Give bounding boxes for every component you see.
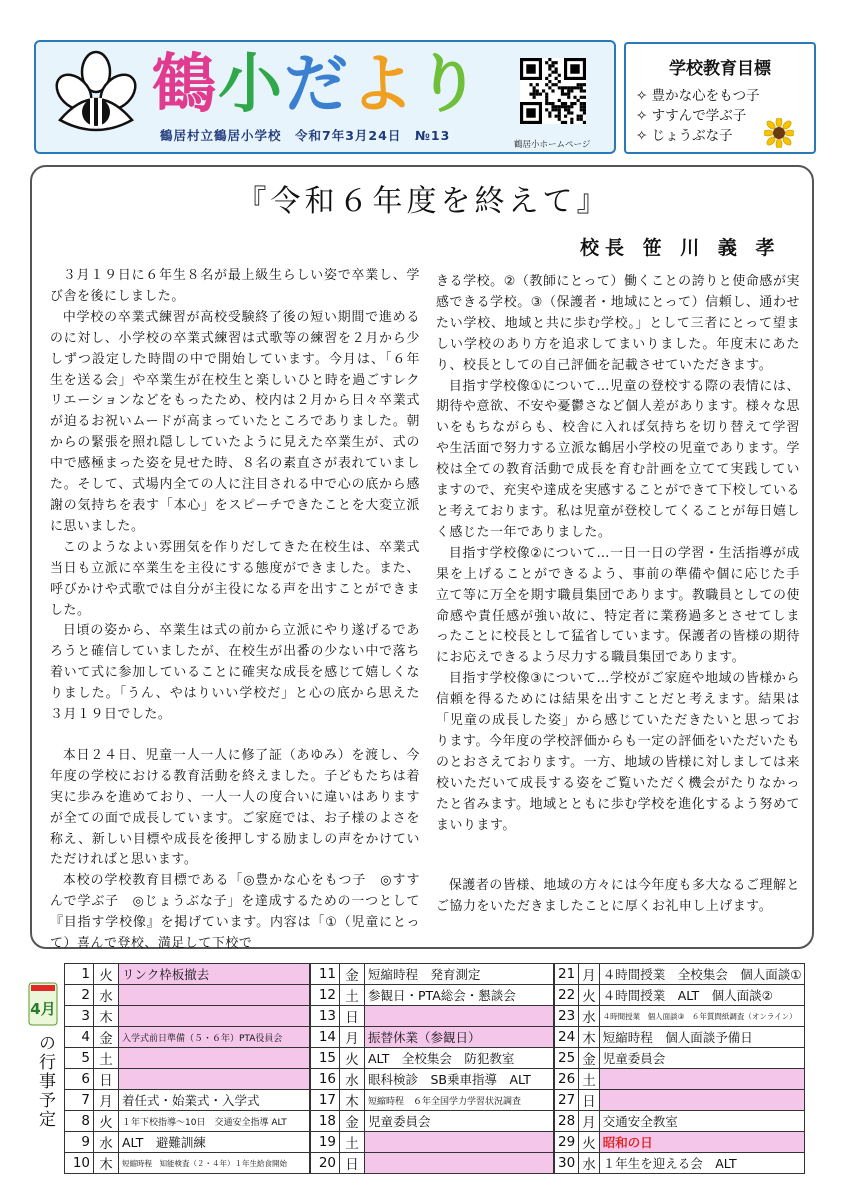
weekday: 月 <box>340 1027 365 1048</box>
weekday: 水 <box>94 1132 119 1153</box>
title-char: 小 <box>218 48 284 122</box>
event: 交通安全教室 <box>599 1111 805 1132</box>
event: 振替休業（参観日） <box>365 1027 554 1048</box>
day-number: 14 <box>311 1027 340 1048</box>
day-number: 20 <box>311 1153 340 1174</box>
day-number: 27 <box>555 1090 579 1111</box>
title-char: だ <box>284 48 350 122</box>
day-number: 30 <box>555 1153 579 1174</box>
schedule-row <box>555 1132 805 1153</box>
weekday: 月 <box>579 1111 600 1132</box>
weekday: 火 <box>94 1111 119 1132</box>
event: 短縮時程 発育測定 <box>365 964 554 985</box>
day-number: 29 <box>555 1132 579 1153</box>
paragraph: 本校の学校教育目標である「◎豊かな心をもつ子 ◎すすんで学ぶ子 ◎じょうぶな子」を達成するための一つとして『目指す学校像』を掲げています。内容は「①（児童にとって）喜んで登校、満足して下校で <box>50 873 420 952</box>
schedule-row <box>555 1027 805 1048</box>
day-number: 21 <box>555 964 579 985</box>
schedule-table-3 <box>554 963 805 1174</box>
day-number: 6 <box>65 1069 94 1090</box>
weekday: 火 <box>579 985 600 1006</box>
day-number: 26 <box>555 1069 579 1090</box>
issue-line <box>160 126 450 144</box>
day-number: 11 <box>311 964 340 985</box>
goals-title: 学校教育目標 <box>669 59 771 79</box>
schedule-row <box>555 1090 805 1111</box>
schedule-row <box>311 1090 554 1111</box>
event: 短縮時程 個人面談予備日 <box>599 1027 805 1048</box>
article-title: 『令和６年度を終えて』 <box>236 184 611 219</box>
schedule-row <box>65 1027 310 1048</box>
paragraph: 日頃の姿から、卒業生は式の前から立派にやり遂げるであろうと確信していましたが、在校生が出番の少ない中で落ち着いて式に参加していることに確実な成長を感じて嬉しくなりました。「うん、やはりいい学校だ」と心の底から思えた３月１９日でした。 <box>50 623 420 723</box>
day-number: 22 <box>555 985 579 1006</box>
weekday: 日 <box>579 1090 600 1111</box>
schedule-row <box>555 985 805 1006</box>
schedule-row <box>555 964 805 985</box>
weekday: 土 <box>340 985 365 1006</box>
school-emblem-icon <box>50 48 142 144</box>
weekday: 月 <box>94 1090 119 1111</box>
day-number: 28 <box>555 1111 579 1132</box>
event: ４時間授業 ALT 個人面談② <box>599 985 805 1006</box>
weekday: 金 <box>579 1048 600 1069</box>
event <box>365 1153 554 1174</box>
goal-item: ✧ 豊かな心をもつ子 <box>636 88 760 104</box>
day-number: 18 <box>311 1111 340 1132</box>
event: 昭和の日 <box>599 1132 805 1153</box>
weekday: 金 <box>340 964 365 985</box>
day-number: 12 <box>311 985 340 1006</box>
schedule-label: の行事予定 <box>35 1034 55 1129</box>
day-number: 13 <box>311 1006 340 1027</box>
day-number: 25 <box>555 1048 579 1069</box>
weekday: 水 <box>94 985 119 1006</box>
schedule-row <box>65 1090 310 1111</box>
event: 児童委員会 <box>365 1111 554 1132</box>
weekday: 水 <box>579 1153 600 1174</box>
schedule-row <box>555 1069 805 1090</box>
paragraph: 本日２４日、児童一人一人に修了証（あゆみ）を渡し、今年度の学校における教育活動を終えました。子どもたちは着実に歩みを進めており、一人一人の度合いに違いはありますが全ての面で成長しています。ご家庭では、お子様のよさを称え、新しい目標や成長を後押しする励ましの声をかけていただければと思います。 <box>50 747 420 868</box>
weekday: 金 <box>340 1111 365 1132</box>
event: ALT 避難訓練 <box>119 1132 310 1153</box>
event: 入学式前日準備（５・６年）PTA役員会 <box>119 1027 310 1048</box>
event <box>365 1132 554 1153</box>
weekday: 日 <box>340 1153 365 1174</box>
event: リンク枠板撤去 <box>119 964 310 985</box>
schedule-row <box>65 964 310 985</box>
schedule-row <box>311 1069 554 1090</box>
schedule-row <box>311 1027 554 1048</box>
schedule-row <box>311 985 554 1006</box>
day-number: 15 <box>311 1048 340 1069</box>
schedule-row <box>555 1111 805 1132</box>
article-column-right <box>436 272 800 918</box>
qr-code-icon[interactable] <box>520 58 586 124</box>
weekday: 火 <box>340 1048 365 1069</box>
title-char: よ <box>350 48 416 122</box>
schedule-row <box>555 1048 805 1069</box>
schedule-row <box>65 1132 310 1153</box>
event <box>119 1069 310 1090</box>
event <box>599 1069 805 1090</box>
weekday: 木 <box>340 1090 365 1111</box>
weekday: 火 <box>579 1132 600 1153</box>
weekday: 水 <box>340 1069 365 1090</box>
paragraph: 目指す学校像①について…児童の登校する際の表情には、期待や意欲、不安や憂鬱さなど個人差があります。様々な思いをもちながらも、校舎に入れば気持ちを切り替えて学習や生活面で努力する立派な鶴居小学校の児童であります。学校は全ての教育活動で成長を育む計画を立てて実践していますので、充実や達成を実感することができて下校していると考えております。私は児童が登校してくることが毎日嬉しく感じた一年でありました。 <box>436 378 800 540</box>
day-number: 10 <box>65 1153 94 1174</box>
event: 短縮時程 知能検査（２・４年）１年生給食開始 <box>119 1153 310 1174</box>
goal-item: ✧ すすんで学ぶ子 <box>636 108 747 124</box>
issue-number: №13 <box>414 128 451 143</box>
day-number: 8 <box>65 1111 94 1132</box>
schedule-row <box>311 1153 554 1174</box>
day-number: 23 <box>555 1006 579 1027</box>
day-number: 4 <box>65 1027 94 1048</box>
qr-caption: 鶴居小ホームページ <box>514 140 591 150</box>
weekday: 土 <box>340 1132 365 1153</box>
weekday: 火 <box>94 964 119 985</box>
event: 眼科検診 SB乗車指導 ALT <box>365 1069 554 1090</box>
schedule-row <box>65 985 310 1006</box>
paragraph: 保護者の皆様、地域の方々には今年度も多大なるご理解とご協力をいただきましたことに厚くお礼申し上げます。 <box>436 878 800 915</box>
schedule-row <box>311 1111 554 1132</box>
schedule-table-2 <box>310 963 554 1174</box>
day-number: 1 <box>65 964 94 985</box>
schedule-row <box>65 1006 310 1027</box>
schedule-row <box>311 1132 554 1153</box>
event <box>599 1090 805 1111</box>
day-number: 5 <box>65 1048 94 1069</box>
event: ４時間授業 全校集会 個人面談① <box>599 964 805 985</box>
schedule-row <box>311 964 554 985</box>
event: ALT 全校集会 防犯教室 <box>365 1048 554 1069</box>
day-number: 7 <box>65 1090 94 1111</box>
event: １年生を迎える会 ALT <box>599 1153 805 1174</box>
weekday: 土 <box>579 1069 600 1090</box>
event <box>119 1048 310 1069</box>
day-number: 17 <box>311 1090 340 1111</box>
schedule-row <box>311 1048 554 1069</box>
issue-date: 令和7年3月24日 <box>295 128 402 143</box>
event <box>119 1006 310 1027</box>
article-author: 校長 笹 川 義 孝 <box>580 237 781 259</box>
schedule-row <box>555 1153 805 1174</box>
paragraph: ３月１９日に６年生８名が最上級生らしい姿で卒業し、学び舎を後にしました。 <box>50 268 420 304</box>
schedule-row <box>311 1006 554 1027</box>
weekday: 水 <box>579 1006 600 1027</box>
weekday: 日 <box>94 1069 119 1090</box>
event: 着任式・始業式・入学式 <box>119 1090 310 1111</box>
event: 参観日・PTA総会・懇談会 <box>365 985 554 1006</box>
schedule-row <box>65 1153 310 1174</box>
school-name: 鶴居村立鶴居小学校 <box>160 128 282 143</box>
event: １年下校指導～10日 交通安全指導 ALT <box>119 1111 310 1132</box>
schedule-row <box>555 1006 805 1027</box>
weekday: 木 <box>94 1006 119 1027</box>
day-number: 19 <box>311 1132 340 1153</box>
sunflower-icon <box>764 118 794 148</box>
day-number: 9 <box>65 1132 94 1153</box>
paragraph: 目指す学校像②について…一日一日の学習・生活指導が成果を上げることができるよう、事前の準備や個に応じた手立て等に万全を期す職員集団であります。教職員としての使命感や責任感が強い故に、特定者に業務過多とさせてしまったことに校長として猛省しています。保護者の皆様の期待にお応えできるよう尽力する職員集団であります。 <box>436 545 800 666</box>
day-number: 2 <box>65 985 94 1006</box>
event: 児童委員会 <box>599 1048 805 1069</box>
paragraph: 目指す学校像③について…学校がご家庭や地域の皆様から信頼を得るためには結果を出すことだと考えます。結果は「児童の成長した姿」から感じていただきたいと思っております。今年度の学校評価からも一定の評価をいただいたものとおさえております。一方、地域の皆様に対しましては来校いただいて成長する姿をご覧いただく機会がたりなかったと省みます。地域とともに歩む学校を進化するよう努めてまいります。 <box>436 671 800 833</box>
april-badge-icon <box>28 982 58 1026</box>
schedule-row <box>65 1069 310 1090</box>
event: 短縮時程 ６年全国学力学習状況調査 <box>365 1090 554 1111</box>
day-number: 3 <box>65 1006 94 1027</box>
weekday: 土 <box>94 1048 119 1069</box>
schedule-row <box>65 1111 310 1132</box>
event <box>119 985 310 1006</box>
title-char: り <box>416 48 482 122</box>
day-number: 16 <box>311 1069 340 1090</box>
badge-month: 4月 <box>30 1000 56 1018</box>
weekday: 木 <box>579 1027 600 1048</box>
schedule-table-1 <box>64 963 310 1174</box>
newsletter-title <box>152 48 482 122</box>
weekday: 金 <box>94 1027 119 1048</box>
weekday: 月 <box>579 964 600 985</box>
event <box>365 1006 554 1027</box>
day-number: 24 <box>555 1027 579 1048</box>
paragraph: このようなよい雰囲気を作りだしてきた在校生は、卒業式当日も立派に卒業生を主役にする態度ができました。また、呼びかけや式歌では自分が主役になる声を出すことができました。 <box>50 539 420 618</box>
paragraph: きる学校。②（教師にとって）働くことの誇りと使命感が実感できる学校。③（保護者・地域にとって）信頼し、通わせたい学校、地域と共に歩む学校。」として三者にとって望ましい学校のあり方を追求してまいりました。年度末にあたり、校長としての自己評価を記載させていただきます。 <box>436 274 800 373</box>
title-char: 鶴 <box>152 48 218 122</box>
event: ４時間授業 個人面談③ ６年質問紙調査（オンライン） <box>599 1006 805 1027</box>
goal-item: ✧ じょうぶな子 <box>636 128 733 144</box>
article-column-left <box>50 266 420 955</box>
paragraph: 中学校の卒業式練習が高校受験終了後の短い期間で進めるのに対し、小学校の卒業式練習は式歌等の練習を２月から少しずつ設定した時間の中で開始しています。今月は、「６年生を送る会」や卒業生が在校生と楽しいひと時を過ごすレクリエーションなどをもったため、校内は２月から日々卒業式が迫るお祝いムードが高まっていたところでありました。朝からの緊張を照れ隠ししていたように見えた卒業生が、式の中で感極まった姿を見せた時、８名の素直さが表れていました。そして、式場内全ての人に注目される中で心の底から感謝の気持ちを表す「本心」をスピーチできたことを大変立派に思いました。 <box>50 309 420 534</box>
schedule-row <box>65 1048 310 1069</box>
weekday: 日 <box>340 1006 365 1027</box>
weekday: 木 <box>94 1153 119 1174</box>
